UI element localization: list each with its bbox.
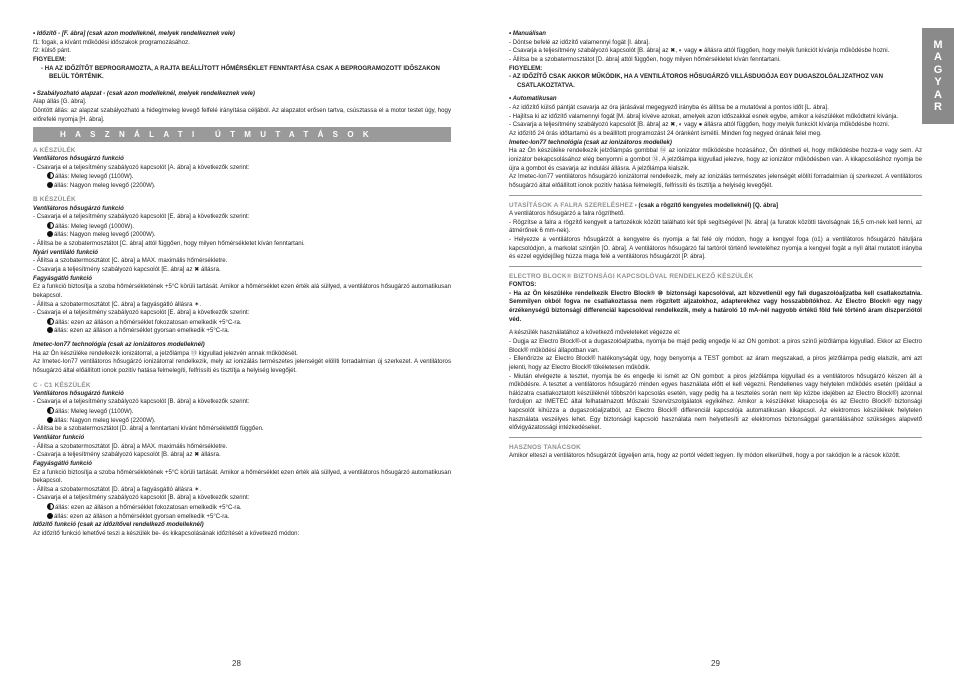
- electro-block-heading: ELECTRO BLOCK® BIZTONSÁGI KAPCSOLÓVAL RENDELKEZŐ KÉSZÜLÉK: [509, 273, 754, 281]
- divider: [509, 266, 922, 267]
- page-number-right: 29: [711, 659, 720, 668]
- divider: [509, 195, 922, 196]
- b-line-3: [33, 231, 451, 240]
- half-dot-icon: [47, 222, 54, 229]
- b-line-1: - Csavarja el a teljesítmény szabályozó kapcsolót [E. ábra] a következők szerint:: [33, 213, 250, 221]
- b-subheading: Ventilátoros hősugárzó funkció: [33, 204, 124, 212]
- c-subheading-2: Ventilátor funkció: [33, 433, 85, 441]
- b-subheading-3: Fagyásgátló funkció: [33, 274, 92, 282]
- c-line-2: [33, 407, 451, 417]
- c-line-9: - Csavarja el a teljesítmény szabályozó kapcsolót [B. ábra] a következők szerint:: [33, 494, 250, 502]
- a-line-3: [33, 182, 451, 191]
- c-line-11: [33, 513, 451, 522]
- c-line-11-text: állás: ezen az álláson a hőmérséklet gyorsan emelkedik +5°C-ra.: [54, 512, 230, 520]
- auto-2: - Hajlítsa ki az időzítő valamennyi fogát [M. ábra] kívéve azokat, amelyek azon időszakkal esnek egybe, amikor a készüléket működtetni kívánja.: [509, 112, 899, 120]
- half-dot-icon: [47, 172, 54, 179]
- b-line-10: [33, 318, 451, 328]
- c-line-2-text: állás: Meleg levegő (1100W).: [55, 408, 134, 416]
- right-page: [509, 30, 922, 461]
- half-dot-icon: [47, 407, 54, 414]
- b-line-11-text: állás: ezen az álláson a hőmérséklet gyorsan emelkedik +5°C-ra.: [54, 327, 230, 335]
- manual-note-head: FIGYELEM:: [509, 64, 543, 72]
- c-subheading-3: Fagyásgátló funkció: [33, 459, 92, 467]
- b-line-2: [33, 222, 451, 232]
- timer-note-head: FIGYELEM:: [33, 55, 67, 63]
- half-dot-icon: [47, 318, 54, 325]
- electro-block-4: - Miután elvégezte a tesztet, nyomja be és engedje ki ismét az ON gombot: a piros jelzőlámpa kigyullad és a ventilátoros hősugárzó készen áll a működésre. A tesztet a ventilátoros hősugárzó minden egyes használata előtt el kell végezni. Rendellenes vagy helytelen működés esetén (például a hálózatra csatlakoztatott készüléknél többszöri kapcsolás esetén, vagy pedig ha a tesztelés során nem lép közbe idejében az Electro Block®) azonnal forduljon az IMETEC által felhatalmazott Műszaki Szervizszolgálatok egyikéhez. Amikor a készüléket kikapcsolja és az Electro Block® biztonsági kapcsolót kihúzza a dugaszolóaljzatból, az Electro Block® differenciál kapcsolója automatikusan kikapcsol. Az elektromos készülékek helytelen használata veszélyes lehet. Egy biztonsági kapcsoló használata nem helyettesíti az elektromos biztonsággal garantálásához szükséges alapvető elővigyázatossági intézkedéseket.: [509, 372, 922, 432]
- electro-block-warning: - Ha az Ön készüléke rendelkezik Electro Block® ⑩ biztonsági kapcsolóval, azt közvetlenül egy fali dugaszolóaljzatba kell csatlakoztatnia. Semmilyen okból fogva ne csatlakoztassa nem rögzített aljzatokhoz, adapterekhez vagy hosszabbítókhoz. Az Electro Block® egy nagy érzékenységű biztonsági differenciál kapcsolóval rendelkezik, mely a határoló 10 mA-nél nagyobb értékű föld felé történő áram diszperziótól véd.: [509, 289, 922, 323]
- c-line-4: - Állítsa be a szobatermosztátot [D. ábra] a fenntartani kívánt hőmérséklettől függően.: [33, 425, 264, 433]
- c-line-1: - Csavarja el a teljesítmény szabályozó kapcsolót [B. ábra] a következők szerint:: [33, 398, 250, 406]
- c-subheading: Ventilátoros hősugárzó funkció: [33, 389, 124, 397]
- full-dot-icon: [47, 327, 53, 333]
- c-line-3-text: állás: Nagyon meleg levegő (2200W).: [54, 416, 156, 424]
- full-dot-icon: [47, 513, 53, 519]
- electro-block-3: - Ellenőrizze az Electro Block® hatékonyságát úgy, hogy benyomja a TEST gombot: az áram megszakad, a piros jelzőlámpa pedig elalszik, ami azt jelenti, hogy az Electro Block® tökéletesen működik.: [509, 355, 922, 371]
- b-subheading-2: Nyári ventiláló funkció: [33, 248, 99, 256]
- swing-1: Alap állás [G. ábra].: [33, 98, 87, 106]
- b-line-8: - Állítsa a szobatermosztátot [C. ábra] a fagyásgátló állásra ✶.: [33, 300, 202, 308]
- language-tab: M A G Y A R: [922, 28, 954, 124]
- timer-f1: f1: fogak, a kívánt működési időszakok programozásához.: [33, 38, 190, 46]
- a-line-3-text: állás: Nagyon meleg levegő (2200W).: [54, 181, 156, 189]
- ion-2: Az Imetec-Ion77 ventilátoros hősugárzó ionizátorral rendelkezik, mely az ionizálás természetes jelenségét elölíti forradalmian új szerkezet. A ventilátoros hősugárzó által előállított ionok pozitív hatása felmelegíti, felfrissíti és tisztítja a helyiség levegőjét.: [33, 358, 451, 375]
- timer-f2: f2: külső pánt.: [33, 47, 71, 55]
- c-line-8: - Állítsa a szobatermosztátot [D. ábra] a fagyásgátló állásra ✶.: [33, 485, 202, 493]
- c-line-6: - Csavarja a teljesítmény szabályozó kapcsolót [B. ábra] az ✖ állásra.: [33, 451, 221, 459]
- wall-1: A ventilátoros hősugárzó a falra rögzíthető.: [509, 210, 625, 218]
- wall-heading-main: UTASÍTÁSOK A FALRA SZERELÉSHEZ: [509, 201, 634, 209]
- b-line-4: - Állítsa be a szobatermosztátot [C. ábra] attól függően, hogy milyen hőmérsékletet kíván fenntartani.: [33, 240, 305, 248]
- electro-block-2: - Dugja az Electro Block®-ot a dugaszolóaljzatba, nyomja be majd pedig engedje ki az ON gombot: a piros színű jelzőlámpa kigyullad. Ekkor az Electro Block® működési állapotban van.: [509, 337, 922, 354]
- b-line-6: - Csavarja a teljesítmény szabályozó kapcsolót [E. ábra] az ✖ állásra.: [33, 266, 221, 273]
- full-dot-icon: [47, 231, 53, 237]
- c-line-10: [33, 503, 451, 513]
- auto-3: - Csavarja a teljesítmény szabályozó kapcsolót [B. ábra] az ✖, ◐ vagy ● állásra attól függően, hogy melyik funkciót kívánja működésbe hozni.: [509, 121, 890, 129]
- full-dot-icon: [47, 182, 53, 188]
- manual-note: - AZ IDŐZÍTŐ CSAK AKKOR MŰKÖDIK, HA A VENTILÁTOROS HŐSUGÁRZÓ VILLÁSDUGÓJA EGY DUGASZOLÓALJZATHOZ VAN CSATLAKOZTATVA.: [509, 73, 883, 89]
- b-line-2-text: állás: Meleg levegő (1000W).: [55, 222, 134, 230]
- wall-3: - Helyezze a ventilátoros hősugárzót a kengyelre és nyomja a fal felé oly módon, hogy a kengyel foga (o1) a ventilátoros hősugárzó hátuljára kapcsolódjon, a markolat szintjén [O. ábra]. A ventilátoros hősugárzó fal tartóról történő leveteléhez nyomja a kengyel fogát a nyíl által mutatott irányba és ezzel egyidejűleg húzza maga felé a ventilátoros hősugárzót [P. ábra].: [509, 236, 922, 261]
- swing-title: • Szabályozható alapzat - (csak azon modelleknél, melyek rendelkeznek vele): [33, 89, 255, 97]
- ion-heading: Imetec-Ion77 technológia (csak az ionizátoros modelleknél): [33, 341, 205, 349]
- c-subheading-4: Időzítő funkció (csak az időzítővel rendelkező modelleknél): [33, 521, 204, 529]
- ion2-heading: Imetec-Ion77 technológia (csak az ionizátoros modellek): [509, 138, 672, 146]
- section-a-heading: A KÉSZÜLÉK: [33, 146, 76, 154]
- c-line-3: [33, 417, 451, 426]
- section-c-heading: C - C1 KÉSZÜLÉK: [33, 381, 91, 389]
- c-line-10-text: állás: ezen az álláson a hőmérséklet fokozatosan emelkedik +5°C-ra.: [55, 504, 242, 512]
- left-page: [33, 30, 451, 539]
- ion2-2: Az Imetec-Ion77 ventilátoros hősugárzó ionizátorral rendelkezik, mely az ionizálás természetes jelenségét elölíti forradalmian új szerkezet. A ventilátoros hősugárzó által előállított ionok pozitív hatása felmelegíti, felfrissíti és tisztítja a helyiség levegőjét.: [509, 173, 922, 189]
- a-line-1: - Csavarja el a teljesítmény szabályozó kapcsolót [A. ábra] a következők szerint:: [33, 163, 250, 171]
- manual-heading: • Manuálisan: [509, 30, 547, 37]
- electro-block-1: A készülék használatához a következő műveleteket végezze el:: [509, 329, 681, 337]
- wall-heading-sub: - (csak a rögzítő kengyeles modelleknél) [Q. ábra]: [633, 201, 779, 209]
- auto-1: - Az időzítő külső pántját csavarja az óra járásával megegyező irányba és állítsa be a mutatóval a pontos időt [L. ábra].: [509, 104, 829, 112]
- wall-heading: [509, 201, 922, 211]
- c-line-5: - Állítsa a szobatermosztátot [D. ábra] a MAX. maximális hőmérsékletre.: [33, 442, 228, 450]
- section-banner: HASZNÁLATI ÚTMUTATÁSOK: [33, 127, 451, 141]
- tips-heading: HASZNOS TANÁCSOK: [509, 444, 581, 451]
- swing-2: Döntött állás: az alapzat szabályozható a hideg/meleg levegő felfelé irányítása céljából. Az alapzatot erősen tartva, csúsztassa el a motor testet úgy, hogy előrefelé nyomja [H. ábra].: [33, 107, 451, 123]
- b-line-10-text: állás: ezen az álláson a hőmérséklet fokozatosan emelkedik +5°C-ra.: [55, 318, 242, 326]
- tips-1: Amikor elteszi a ventilátoros hősugárzót ügyeljen arra, hogy az portól védett legyen. Ily módon elkerülheti, hogy a por rakódjon le a rácsok között.: [509, 452, 901, 460]
- ion2-1: Ha az Ön készüléke rendelkezik jelzőlámpás gombbal ⑭ az ionizátor működésbe hozásához, Ön döntheti el, hogy működésbe hozza-e vagy sem. Az ionizátor bekapcsolásához elég benyomni a gombot ⑭. A jelzőlámpa kigyullad jelezve, hogy az ionizátor működésben van. A kikapcsoláshoz nyomja be újra a gombot és csavarja az indulási állásra. A jelzőlámpa kialszik.: [509, 147, 922, 172]
- c-line-7: Ez a funkció biztosítja a szoba hőmérsékletének +5°C körüli tartását. Amikor a hőmérséklet ezen érték alá süllyed, a ventilátoros hősugárzó automatikusan bekapcsol.: [33, 468, 451, 485]
- ion-1: Ha az Ön készüléke rendelkezik ionizátorral, a jelzőlámpa ⑬ kigyullad jelezvén annak működését.: [33, 349, 298, 357]
- half-dot-icon: [47, 503, 54, 510]
- manual-1: - Döntse befelé az időzítő valamennyi fogát [I. ábra].: [509, 38, 650, 46]
- a-line-2: [33, 172, 451, 182]
- b-line-9: - Csavarja el a teljesítmény szabályozó kapcsolót [E. ábra] a következők szerint:: [33, 309, 250, 317]
- a-subheading: Ventilátoros hősugárzó funkció: [33, 154, 124, 162]
- divider: [509, 437, 922, 438]
- b-line-3-text: állás: Nagyon meleg levegő (2000W).: [54, 231, 156, 239]
- page-number-left: 28: [232, 659, 241, 668]
- full-dot-icon: [47, 417, 53, 423]
- b-line-7: Ez a funkció biztosítja a szoba hőmérsékletének +5°C körüli tartását. Amikor a hőmérséklet ezen érték alá süllyed, a ventilátoros hősugárzó automatikusan bekapcsol.: [33, 283, 451, 299]
- b-line-11: [33, 327, 451, 336]
- a-line-2-text: állás: Meleg levegő (1100W).: [55, 173, 134, 181]
- timer-title: • Időzítő - [F. ábra] (csak azon modelleknél, melyek rendelkeznek vele): [33, 30, 235, 37]
- timer-note: - HA AZ IDŐZÍTŐT BEPROGRAMOZTA, A RAJTA BEÁLLÍTOTT HŐMÉRSÉKLET FENNTARTÁSA CSAK A BEPROGRAMOZOTT IDŐSZAKON BELÜL TÖRTÉNIK.: [41, 64, 440, 81]
- section-b-heading: B KÉSZÜLÉK: [33, 196, 76, 204]
- auto-heading: • Automatikusan: [509, 95, 557, 103]
- manual-3: - Állítsa be a szobatermosztátot [D. ábra] attól függően, hogy milyen hőmérsékletet kíván fenntartani.: [509, 55, 781, 63]
- b-line-5: - Állítsa a szobatermosztátot [C. ábra] a MAX. maximális hőmérsékletre.: [33, 257, 228, 265]
- c-line-12: Az időzítő funkció lehetővé teszi a készülék be- és kikapcsolásának időzítését a következő módon:: [33, 530, 300, 538]
- manual-2: - Csavarja a teljesítmény szabályozó kapcsolót [B. ábra] az ✖, ◐ vagy ● állásra attól függően, hogy melyik funkciót kívánja működésbe hozni.: [509, 47, 890, 55]
- wall-2: - Rögzítse a falra a rögzítő kengyelt a tartozékok között található két tipli segítségével [N. ábra] (a furatok közötti távolságnak 16,5 cm-nek kell lenni, az átmérőnek 6 mm-nek).: [509, 218, 922, 235]
- electro-block-fontos: FONTOS:: [509, 281, 537, 289]
- auto-4: Az időzítő 24 órás időtartamú és a beállított programozást 24 óránként ismétli. Minden fog negyed órának felel meg.: [509, 130, 822, 138]
